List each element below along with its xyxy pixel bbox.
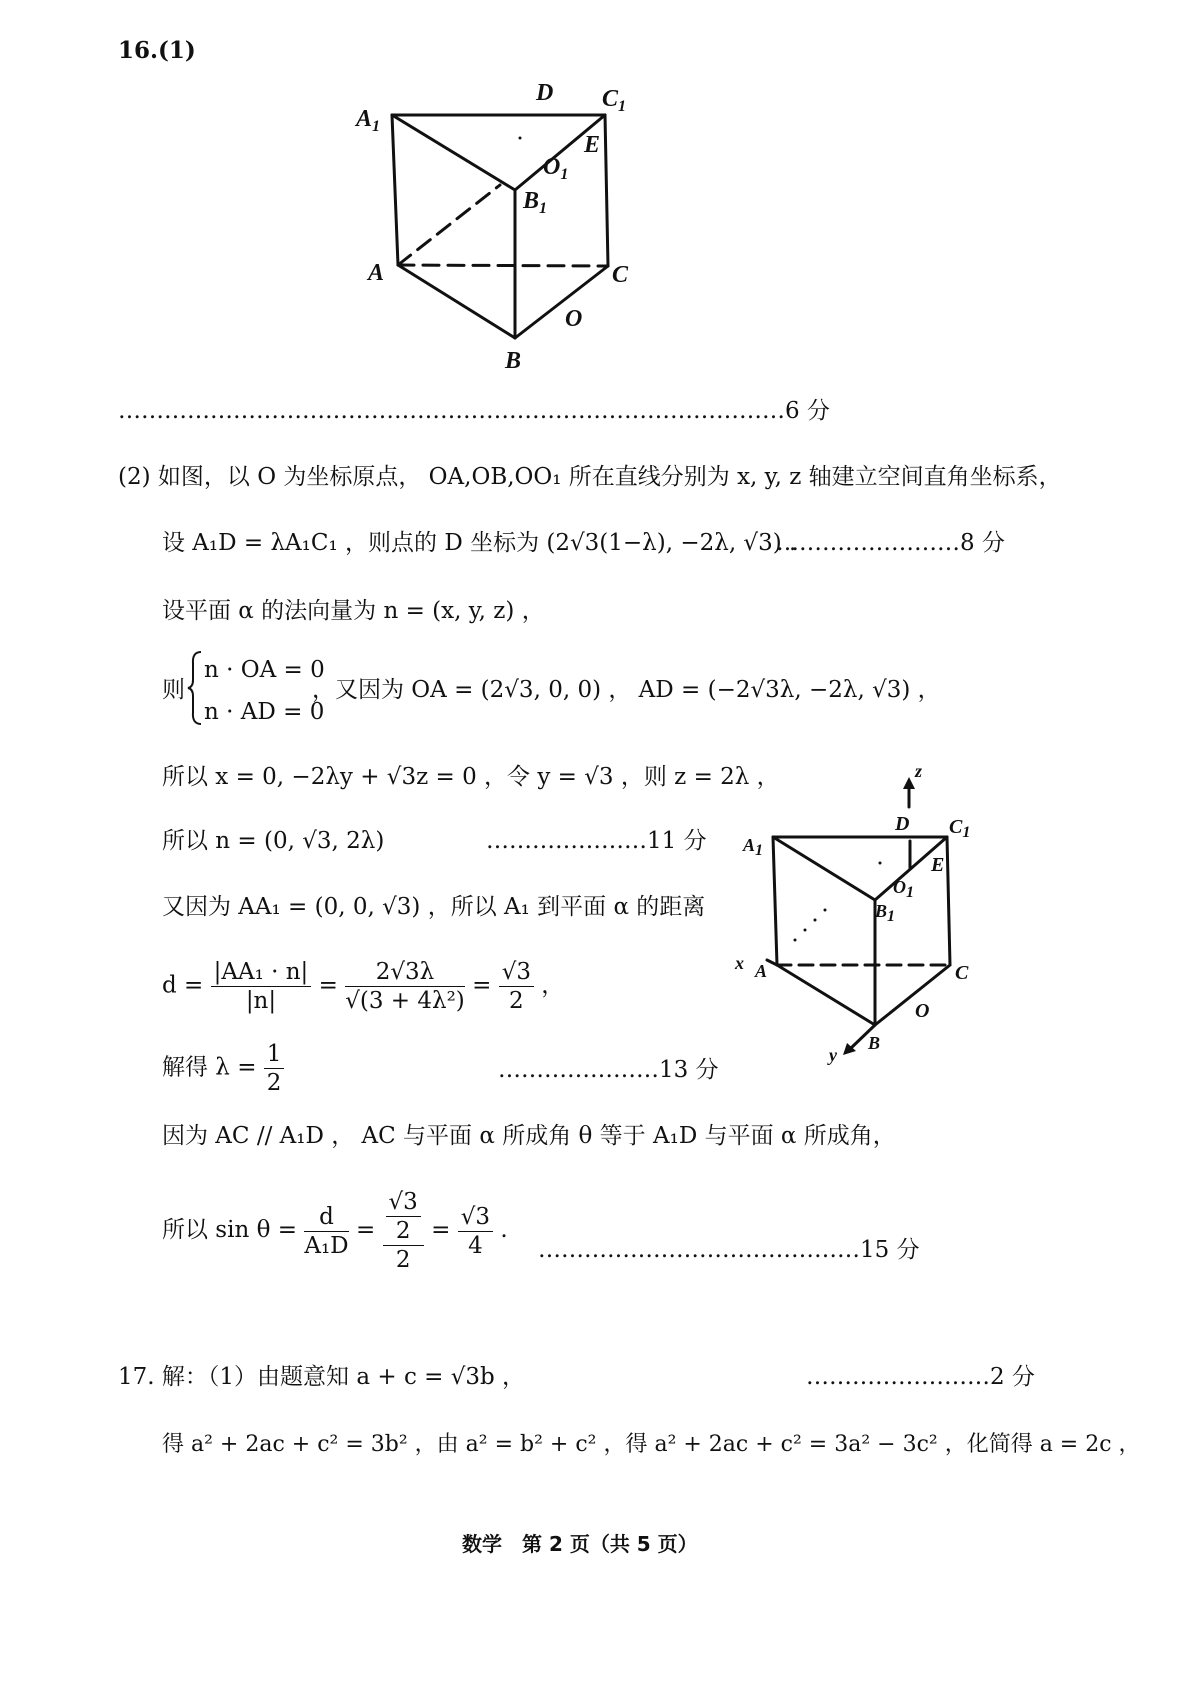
- score-6: ……………………………………………………………………………6 分: [118, 398, 830, 424]
- q17-line2: 得 a² + 2ac + c² = 3b² ，由 a² = b² + c² ，得 a² + 2ac + c² = 3a² − 3c² ，化简得 a = 2c ，: [162, 1432, 1141, 1457]
- score-8: ……………………8 分: [776, 530, 1005, 556]
- line-so-x: 所以 x = 0, −2λy + √3z = 0 ，令 y = √3 ，则 z = 2λ ，: [162, 764, 780, 790]
- label-D: D: [536, 80, 554, 106]
- score-15: ……………………………………15 分: [538, 1237, 920, 1263]
- system-eq-1: n · OA = 0: [204, 657, 325, 683]
- axis-x-label: x: [735, 953, 744, 973]
- label-O-2: O: [915, 1000, 930, 1022]
- score-11: …………………11 分: [486, 828, 707, 854]
- label-C1: $C_1$: [602, 86, 627, 115]
- prism-figure-1: [340, 70, 660, 380]
- label-B1-2: B1: [875, 901, 896, 925]
- label-O: O: [565, 306, 583, 332]
- q17-line1: 17. 解：（1）由题意知 a + c = √3b ，: [118, 1364, 526, 1390]
- label-D-2: D: [895, 813, 910, 835]
- label-O1: $O_1$: [543, 154, 569, 183]
- label-C: C: [612, 262, 629, 288]
- axis-y-label: y: [829, 1045, 837, 1065]
- solve-lambda: 解得 λ = $\frac{1}{2}$: [162, 1040, 284, 1097]
- line-n: 所以 n = (0, √3, 2λ): [162, 828, 385, 854]
- line-because: ，又因为 OA = (2√3, 0, 0) ， AD = (−2√3λ, −2λ, √3) ，: [312, 677, 941, 703]
- label-C1-2: $C_1$: [949, 816, 971, 841]
- label-A: A: [368, 260, 385, 286]
- axis-z-label: z: [915, 761, 923, 781]
- system-eq-2: n · AD = 0: [204, 699, 325, 725]
- label-O1-2: O1: [893, 877, 914, 901]
- line-aa1: 又因为 AA₁ = (0, 0, √3) ，所以 A₁ 到平面 α 的距离: [162, 894, 706, 920]
- line-normal: 设平面 α 的法向量为 n = (x, y, z) ，: [162, 598, 545, 624]
- label-B-2: B: [868, 1033, 881, 1053]
- label-E-2: E: [931, 854, 945, 876]
- sin-theta-formula: 所以 sin θ = $\frac{d}{\text{A₁D}}$ = $\frac{\frac{√3}{2}}{2}$ = $\frac{√3}{4}$ .: [162, 1189, 508, 1273]
- line-parallel: 因为 AC // A₁D ， AC 与平面 α 所成角 θ 等于 A₁D 与平面 α 所成角，: [162, 1123, 896, 1149]
- prism-figure-2: [725, 755, 995, 1075]
- distance-formula: d = $\frac{\text{|AA₁ · n|}}{|n|}$ = $\frac{2√3\lambda}{\text{√(3 + 4λ²)}}$ = $\frac{√3}{2}$ ，: [162, 959, 565, 1014]
- label-A1-2: A1: [743, 835, 764, 859]
- system-brace: [186, 650, 204, 726]
- page-footer: 数学 第 2 页（共 5 页）: [462, 1532, 698, 1556]
- label-B1: $B_1$: [523, 188, 548, 217]
- label-C-2: C: [955, 962, 969, 984]
- line-set-ad: 设 A₁D = λA₁C₁ ，则点的 D 坐标为 (2√3(1−λ), −2λ, √3) .: [162, 530, 797, 556]
- label-A1: $A_1$: [356, 106, 381, 135]
- score-13: …………………13 分: [498, 1057, 719, 1083]
- label-A-2: A: [755, 961, 768, 981]
- line-ze: 则: [162, 677, 185, 703]
- part2-intro: (2) 如图，以 O 为坐标原点， OA,OB,OO₁ 所在直线分别为 x, y, z 轴建立空间直角坐标系，: [118, 464, 1062, 490]
- score-2: ……………………2 分: [806, 1364, 1035, 1390]
- label-E: E: [584, 132, 601, 158]
- label-B: B: [505, 348, 522, 374]
- question-16-part1-label: 16.(1): [118, 37, 196, 64]
